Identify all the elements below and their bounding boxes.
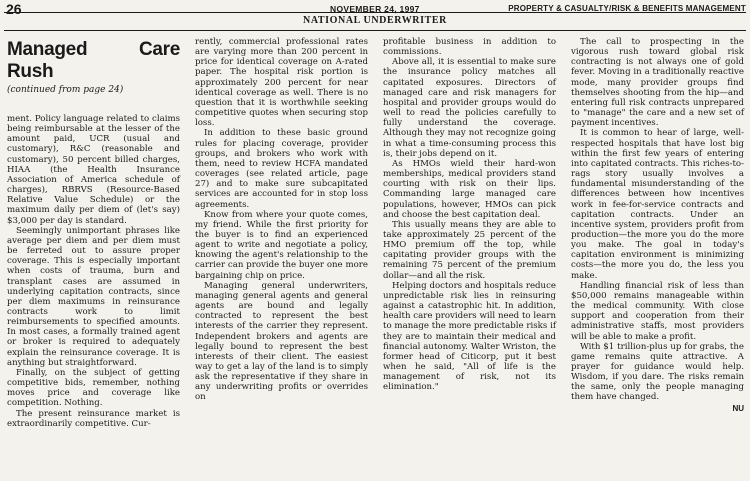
article-headline: Managed Care Rush [7,39,180,82]
header-rule-bottom [4,30,746,31]
header-rule [4,12,746,13]
end-mark: NU [732,403,744,413]
paragraph: The call to prospecting in the vigorous rush toward global risk contracting is not always one of gold fever. Moving in a traditionally reactive mode, many provider groups find themselves shooting from the hip—and entering full risk contracts unprepared to "manage" the care and a new set of payment incentives. [571,37,744,129]
paragraph: This usually means they are able to take approximately 25 percent of the HMO premium off the top, while capitating provider groups with the remaining 75 percent of the premium dollar—and all the risk. [383,219,556,281]
paragraph: Handling financial risk of less than $50,000 remains manageable within the medical community. With close support and cooperation from their administrative staffs, most providers will be able to make a profit. [571,280,744,342]
paragraph: Seemingly unimportant phrases like average per diem and per diem must be ferreted out to assure proper coverage. This is especially important when costs of trauma, burn and transplant cases are assumed in underlying capitation contracts, since per diem maximums in reinsurance contracts work to limit reimbursements to specified amounts. In most cases, a formally trained agent or broker is required to adequately explain the reinsurance coverage. It is anything but straightforward. [7,225,180,368]
paragraph: Helping doctors and hospitals reduce unpredictable risk lies in reinsuring against a catastrophic hit. In addition, health care providers will need to learn to manage the more predictable risks if they are to maintain their medical and financial autonomy. Walter Wriston, the former head of Citicorp, put it best when he said, "All of life is the management of risk, not its elimination." [383,280,556,393]
paragraph: It is common to hear of large, well-respected hospitals that have lost big within the first few years of entering into capitated contracts. This riches-to-rags story usually involves a fundamental misunderstanding of the differences between how incentives work in fee-for-service contracts and capitation contracts. Under an incentive system, providers profit from production—the more you do the more you make. The goal in today's capitation environment is minimizing costs—the more you do, the less you make. [571,128,744,281]
article-column-4 [571,37,744,414]
publication-name: NATIONAL UNDERWRITER [303,15,447,26]
paragraph: Know from where your quote comes, my friend. While the first priority for the buyer is to find an experienced agent to write and negotiate a policy, knowing the agent's relationship to the carrier can provide the buyer one more bargaining chip on price. [195,209,368,281]
section-title: PROPERTY & CASUALTY/RISK & BENEFITS MANAGEMENT [508,4,746,13]
article-column-3 [383,37,556,392]
article-column-1 [7,37,180,429]
paragraph: profitable business in addition to commissions. [383,37,556,58]
paragraph: The present reinsurance market is extraordinarily competitive. Cur- [7,408,180,429]
paragraph: With $1 trillion-plus up for grabs, the game remains quite attractive. A prayer for guidance would help. Wisdom, if you dare. The risks remain the same, only the people managing them have changed. [571,341,744,403]
page-number: 26 [6,1,22,17]
paragraph: In addition to these basic ground rules for placing coverage, provider groups, and brokers who work with them, need to review HCFA mandated coverages (see related article, page 27) and to make sure subcapitated services are accounted for in stop loss agreements. [195,128,368,210]
paragraph: As HMOs wield their hard-won memberships, medical providers stand courting with risk on their lips. Commanding large managed care populations, however, HMOs can pick and choose the best capitation deal. [383,158,556,220]
issue-date: NOVEMBER 24, 1997 [330,4,420,14]
paragraph: Above all, it is essential to make sure the insurance policy matches all capitated exposures. Directors of managed care and risk managers for hospital and provider groups would do well to read the policies carefully to fully understand the coverage. Although they may not recognize going in what a time-consuming process this is, their jobs depend on it. [383,57,556,159]
paragraph: ment. Policy language related to claims being reimbursable at the lesser of the amount paid, UCR (usual and customary), R&C (reasonable and customary), 50 percent billed charges, HIAA (the Health Insurance Association of America schedule of charges), RBRVS (Resource-Based Relative Value Schedule) or the maximum daily per diem of (let's say) $3,000 per day is standard. [7,114,180,226]
paragraph: rently, commercial professional rates are varying more than 200 percent in price for identical coverage on A-rated paper. The hospital risk portion is approximately 200 percent for near identical coverage as well. There is no question that it is worthwhile seeking competitive quotes when securing stop loss. [195,37,368,129]
paragraph: Managing general underwriters, managing general agents and general agents are bound and legally contracted to represent the best interests of the carrier they represent. Independent brokers and agents are legally bound to represent the best interests of their client. The easiest way to get a lay of the land is to simply ask the representative if they share in any underwriting profits or overrides on [195,280,368,403]
page-header [0,0,750,36]
paragraph: Finally, on the subject of getting competitive bids, remember, nothing moves price and coverage like competition. Nothing. [7,367,180,409]
article-column-2 [195,37,368,403]
continued-note: (continued from page 24) [7,85,124,95]
